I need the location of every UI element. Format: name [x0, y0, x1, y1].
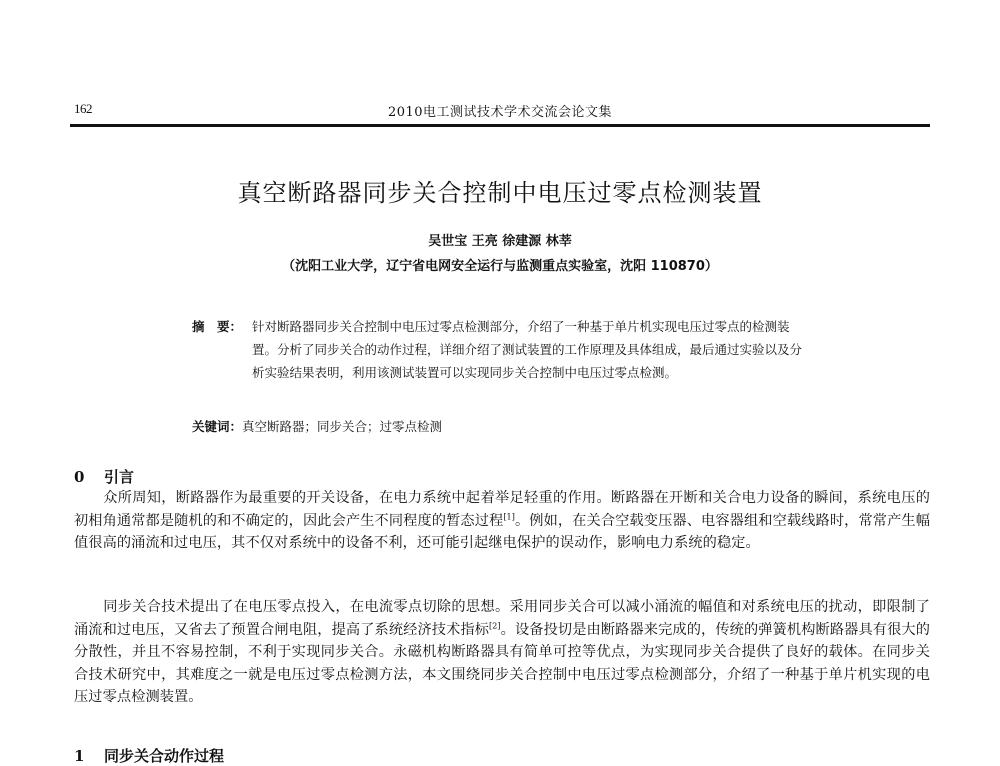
citation-ref: [2] [489, 620, 501, 630]
paragraph-text: 。设备投切是由断路器来完成的，传统的弹簧机构断路器具有很大的分散性，并且不容易控制，不利于实现同步关合。永磁机构断路器具有简单可控等优点，为实现同步关合提供了良好的载体。在同步关合技术研究中，其难度之一就是电压过零点检测方法，本文围绕同步关合控制中电压过零点检测部分，介绍了一种基于单片机实现的电压过零点检测装置。 [74, 621, 930, 706]
paragraph-text: 。例如，在关合空载变压器、电容器组和空载线路时，常常产生幅值很高的涌流和过电压，其不仅对系统中的设备不利，还可能引起继电保护的误动作，影响电力系统的稳定。 [74, 512, 930, 552]
section-title: 引言 [104, 468, 135, 486]
section-number: 0 [74, 468, 85, 486]
page-number: 162 [74, 101, 92, 116]
keywords-text: 真空断路器；同步关合；过零点检测 [242, 419, 443, 434]
section-heading-closing-process [74, 745, 224, 766]
keywords-block [192, 417, 442, 435]
abstract-label: 摘 要： [192, 319, 243, 334]
running-title: 2010电工测试技术学术交流会论文集 [387, 105, 613, 120]
keywords-label: 关键词： [192, 419, 243, 434]
citation-ref: [1] [503, 511, 515, 521]
section-heading-intro [74, 466, 134, 487]
section-number: 1 [74, 747, 85, 765]
paragraph-text: 同步关合技术提出了在电压零点投入，在电流零点切除的思想。采用同步关合可以减小涌流的幅值和对系统电压的扰动，即限制了涌流和过电压，又省去了预置合闸电阻，提高了系统经济技术指标 [74, 599, 930, 638]
abstract-block [192, 315, 812, 384]
intro-paragraph-2 [74, 596, 930, 709]
abstract-text: 针对断路器同步关合控制中电压过零点检测部分，介绍了一种基于单片机实现电压过零点的检测装置。分析了同步关合的动作过程，详细介绍了测试装置的工作原理及具体组成，最后通过实验以及分析实验结果表明，利用该测试装置可以实现同步关合控制中电压过零点检测。 [252, 319, 803, 380]
section-title: 同步关合动作过程 [104, 747, 225, 765]
header-rule [70, 124, 930, 127]
intro-paragraph-1 [74, 487, 930, 555]
paper-affiliation: （沈阳工业大学，辽宁省电网安全运行与监测重点实验室，沈阳 110870） [282, 259, 718, 274]
paper-authors: 吴世宝 王亮 徐建源 林莘 [428, 234, 572, 249]
paper-title: 真空断路器同步关合控制中电压过零点检测装置 [237, 179, 763, 207]
paragraph-text: 众所周知，断路器作为最重要的开关设备，在电力系统中起着举足轻重的作用。断路器在开断和关合电力设备的瞬间，系统电压的初相角通常都是随机的和不确定的，因此会产生不同程度的暂态过程 [74, 490, 930, 529]
